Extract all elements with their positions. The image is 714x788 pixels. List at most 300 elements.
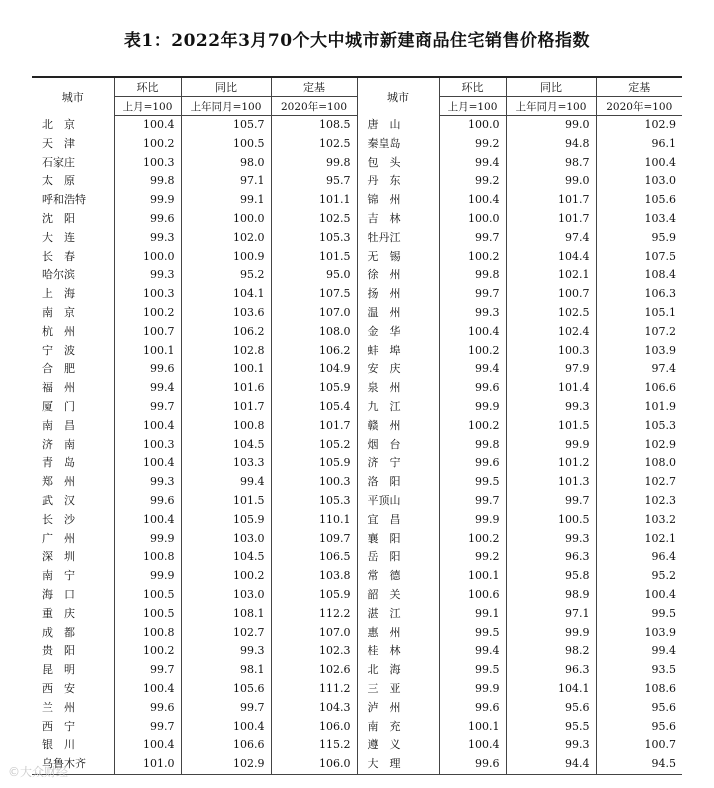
header-fixed-right: 定基 [596, 77, 682, 97]
mom-value-cell: 100.4 [114, 417, 181, 436]
yoy-value-cell: 99.0 [506, 172, 596, 191]
table-row [32, 436, 682, 455]
fixed-value-cell: 105.4 [271, 398, 357, 417]
header-mom-left: 环比 [114, 77, 181, 97]
mom-value-cell: 99.3 [114, 473, 181, 492]
table-row [32, 116, 682, 135]
fixed-value-cell: 104.9 [271, 360, 357, 379]
mom-value-cell: 99.7 [114, 661, 181, 680]
yoy-value-cell: 106.6 [181, 736, 271, 755]
city-name-cell: 南 宁 [42, 569, 75, 583]
city-name-cell: 南 京 [42, 305, 75, 319]
city-name-cell: 海 口 [42, 587, 75, 601]
header-fixed-base-right: 2020年=100 [596, 97, 682, 116]
yoy-value-cell: 95.5 [506, 718, 596, 737]
fixed-value-cell: 102.5 [271, 135, 357, 154]
fixed-value-cell: 96.1 [596, 135, 682, 154]
yoy-value-cell: 106.2 [181, 323, 271, 342]
city-name-cell: 济 南 [42, 437, 75, 451]
city-name-cell: 无 锡 [357, 248, 439, 267]
fixed-value-cell: 103.9 [596, 342, 682, 361]
mom-value-cell: 99.7 [439, 229, 506, 248]
city-name-cell: 锦 州 [357, 191, 439, 210]
city-name-cell: 长 春 [42, 249, 75, 263]
city-name-cell: 西 安 [42, 681, 75, 695]
mom-value-cell: 99.6 [439, 454, 506, 473]
table-row [32, 135, 682, 154]
table-row [32, 699, 682, 718]
mom-value-cell: 100.4 [114, 116, 181, 135]
yoy-value-cell: 100.5 [506, 511, 596, 530]
fixed-value-cell: 102.9 [596, 436, 682, 455]
header-yoy-left: 同比 [181, 77, 271, 97]
yoy-value-cell: 104.1 [181, 285, 271, 304]
table-row [32, 398, 682, 417]
fixed-value-cell: 104.3 [271, 699, 357, 718]
fixed-value-cell: 105.6 [596, 191, 682, 210]
city-name-cell: 郑 州 [42, 475, 75, 489]
city-name-cell: 丹 东 [357, 172, 439, 191]
yoy-value-cell: 101.7 [506, 210, 596, 229]
yoy-value-cell: 99.0 [506, 116, 596, 135]
table-row [32, 661, 682, 680]
mom-value-cell: 100.2 [439, 417, 506, 436]
table-row [32, 586, 682, 605]
mom-value-cell: 99.4 [439, 360, 506, 379]
fixed-value-cell: 106.5 [271, 548, 357, 567]
fixed-value-cell: 95.6 [596, 699, 682, 718]
table-row [32, 492, 682, 511]
mom-value-cell: 99.7 [114, 718, 181, 737]
mom-value-cell: 100.0 [439, 210, 506, 229]
mom-value-cell: 99.4 [439, 154, 506, 173]
fixed-value-cell: 102.3 [596, 492, 682, 511]
mom-value-cell: 99.8 [114, 172, 181, 191]
mom-value-cell: 100.4 [439, 736, 506, 755]
yoy-value-cell: 94.4 [506, 755, 596, 774]
yoy-value-cell: 101.3 [506, 473, 596, 492]
yoy-value-cell: 95.6 [506, 699, 596, 718]
fixed-value-cell: 106.6 [596, 379, 682, 398]
fixed-value-cell: 103.2 [596, 511, 682, 530]
city-name-cell: 兰 州 [42, 700, 75, 714]
city-name-cell: 襄 阳 [357, 530, 439, 549]
city-name-cell: 安 庆 [357, 360, 439, 379]
city-name-cell: 天 津 [42, 136, 75, 150]
city-name-cell: 常 德 [357, 567, 439, 586]
yoy-value-cell: 99.7 [506, 492, 596, 511]
fixed-value-cell: 100.4 [596, 586, 682, 605]
city-name-cell: 乌鲁木齐 [32, 755, 114, 774]
yoy-value-cell: 105.9 [181, 511, 271, 530]
mom-value-cell: 100.8 [114, 548, 181, 567]
mom-value-cell: 99.9 [439, 398, 506, 417]
fixed-value-cell: 106.0 [271, 718, 357, 737]
table-row [32, 718, 682, 737]
mom-value-cell: 99.9 [439, 511, 506, 530]
city-name-cell: 温 州 [357, 304, 439, 323]
yoy-value-cell: 100.4 [181, 718, 271, 737]
fixed-value-cell: 115.2 [271, 736, 357, 755]
mom-value-cell: 100.2 [439, 530, 506, 549]
mom-value-cell: 101.0 [114, 755, 181, 774]
yoy-value-cell: 97.1 [181, 172, 271, 191]
table-row [32, 624, 682, 643]
yoy-value-cell: 100.0 [181, 210, 271, 229]
mom-value-cell: 99.5 [439, 473, 506, 492]
fixed-value-cell: 107.5 [271, 285, 357, 304]
table-row [32, 454, 682, 473]
city-name-cell: 烟 台 [357, 436, 439, 455]
header-city-right: 城市 [357, 77, 439, 116]
yoy-value-cell: 103.0 [181, 530, 271, 549]
yoy-value-cell: 104.5 [181, 436, 271, 455]
yoy-value-cell: 104.4 [506, 248, 596, 267]
city-name-cell: 湛 江 [357, 605, 439, 624]
mom-value-cell: 99.9 [114, 191, 181, 210]
mom-value-cell: 99.9 [114, 530, 181, 549]
yoy-value-cell: 96.3 [506, 661, 596, 680]
fixed-value-cell: 101.5 [271, 248, 357, 267]
yoy-value-cell: 102.1 [506, 266, 596, 285]
yoy-value-cell: 102.9 [181, 755, 271, 774]
city-name-cell: 吉 林 [357, 210, 439, 229]
yoy-value-cell: 101.2 [506, 454, 596, 473]
table-row [32, 304, 682, 323]
yoy-value-cell: 97.4 [506, 229, 596, 248]
mom-value-cell: 99.6 [439, 379, 506, 398]
yoy-value-cell: 98.1 [181, 661, 271, 680]
fixed-value-cell: 107.0 [271, 624, 357, 643]
yoy-value-cell: 97.1 [506, 605, 596, 624]
table-row [32, 172, 682, 191]
fixed-value-cell: 103.9 [596, 624, 682, 643]
mom-value-cell: 100.1 [439, 567, 506, 586]
mom-value-cell: 99.6 [114, 699, 181, 718]
yoy-value-cell: 95.8 [506, 567, 596, 586]
mom-value-cell: 99.1 [439, 605, 506, 624]
yoy-value-cell: 99.4 [181, 473, 271, 492]
yoy-value-cell: 103.6 [181, 304, 271, 323]
table-row [32, 605, 682, 624]
fixed-value-cell: 100.3 [271, 473, 357, 492]
mom-value-cell: 100.4 [439, 323, 506, 342]
yoy-value-cell: 99.7 [181, 699, 271, 718]
watermark: ©大众财经 [8, 765, 69, 779]
city-name-cell: 大 理 [357, 755, 439, 774]
price-index-table [32, 76, 682, 775]
header-fixed-base-left: 2020年=100 [271, 97, 357, 116]
page-title: 表1：2022年3月70个大中城市新建商品住宅销售价格指数 [123, 31, 591, 51]
fixed-value-cell: 95.0 [271, 266, 357, 285]
table-row [32, 191, 682, 210]
yoy-value-cell: 99.3 [506, 736, 596, 755]
yoy-value-cell: 96.3 [506, 548, 596, 567]
table-row [32, 342, 682, 361]
city-name-cell: 北 海 [357, 661, 439, 680]
table-row [32, 642, 682, 661]
fixed-value-cell: 99.4 [596, 642, 682, 661]
fixed-value-cell: 100.7 [596, 736, 682, 755]
city-name-cell: 上 海 [42, 287, 75, 301]
city-name-cell: 金 华 [357, 323, 439, 342]
mom-value-cell: 99.5 [439, 661, 506, 680]
city-name-cell: 银 川 [42, 738, 75, 752]
yoy-value-cell: 100.1 [181, 360, 271, 379]
yoy-value-cell: 102.4 [506, 323, 596, 342]
mom-value-cell: 99.8 [439, 266, 506, 285]
mom-value-cell: 99.7 [439, 492, 506, 511]
mom-value-cell: 100.2 [439, 248, 506, 267]
fixed-value-cell: 108.6 [596, 680, 682, 699]
mom-value-cell: 100.0 [439, 116, 506, 135]
mom-value-cell: 99.6 [114, 210, 181, 229]
table-row [32, 417, 682, 436]
fixed-value-cell: 105.9 [271, 586, 357, 605]
fixed-value-cell: 96.4 [596, 548, 682, 567]
yoy-value-cell: 100.8 [181, 417, 271, 436]
city-name-cell: 成 都 [42, 625, 75, 639]
yoy-value-cell: 98.9 [506, 586, 596, 605]
mom-value-cell: 100.5 [114, 586, 181, 605]
mom-value-cell: 99.2 [439, 172, 506, 191]
header-fixed-left: 定基 [271, 77, 357, 97]
yoy-value-cell: 103.3 [181, 454, 271, 473]
city-name-cell: 岳 阳 [357, 548, 439, 567]
city-name-cell: 宜 昌 [357, 511, 439, 530]
yoy-value-cell: 101.7 [506, 191, 596, 210]
mom-value-cell: 100.4 [114, 680, 181, 699]
city-name-cell: 南 充 [357, 718, 439, 737]
fixed-value-cell: 105.9 [271, 454, 357, 473]
fixed-value-cell: 107.5 [596, 248, 682, 267]
mom-value-cell: 100.4 [114, 736, 181, 755]
mom-value-cell: 99.7 [114, 398, 181, 417]
mom-value-cell: 99.6 [114, 360, 181, 379]
city-name-cell: 三 亚 [357, 680, 439, 699]
fixed-value-cell: 107.0 [271, 304, 357, 323]
fixed-value-cell: 108.0 [596, 454, 682, 473]
table-row [32, 360, 682, 379]
city-name-cell: 洛 阳 [357, 473, 439, 492]
table-row [32, 530, 682, 549]
city-name-cell: 北 京 [42, 117, 75, 131]
city-name-cell: 广 州 [42, 531, 75, 545]
yoy-value-cell: 100.2 [181, 567, 271, 586]
city-name-cell: 青 岛 [42, 456, 75, 470]
mom-value-cell: 100.1 [439, 718, 506, 737]
yoy-value-cell: 100.7 [506, 285, 596, 304]
city-name-cell: 蚌 埠 [357, 342, 439, 361]
yoy-value-cell: 102.0 [181, 229, 271, 248]
city-name-cell: 秦皇岛 [357, 135, 439, 154]
city-name-cell: 赣 州 [357, 417, 439, 436]
mom-value-cell: 100.2 [114, 135, 181, 154]
city-name-cell: 南 昌 [42, 418, 75, 432]
city-name-cell: 深 圳 [42, 550, 75, 564]
yoy-value-cell: 98.0 [181, 154, 271, 173]
header-yoy-right: 同比 [506, 77, 596, 97]
city-name-cell: 泉 州 [357, 379, 439, 398]
city-name-cell: 桂 林 [357, 642, 439, 661]
city-name-cell: 济 宁 [357, 454, 439, 473]
mom-value-cell: 99.5 [439, 624, 506, 643]
table-row [32, 473, 682, 492]
fixed-value-cell: 105.9 [271, 379, 357, 398]
mom-value-cell: 99.4 [439, 642, 506, 661]
yoy-value-cell: 101.4 [506, 379, 596, 398]
city-name-cell: 泸 州 [357, 699, 439, 718]
city-name-cell: 昆 明 [42, 663, 75, 677]
table-row [32, 736, 682, 755]
yoy-value-cell: 108.1 [181, 605, 271, 624]
mom-value-cell: 99.6 [439, 755, 506, 774]
yoy-value-cell: 102.7 [181, 624, 271, 643]
fixed-value-cell: 108.0 [271, 323, 357, 342]
fixed-value-cell: 102.5 [271, 210, 357, 229]
table-row [32, 229, 682, 248]
fixed-value-cell: 109.7 [271, 530, 357, 549]
yoy-value-cell: 101.7 [181, 398, 271, 417]
fixed-value-cell: 101.1 [271, 191, 357, 210]
city-name-cell: 呼和浩特 [42, 193, 86, 207]
yoy-value-cell: 105.7 [181, 116, 271, 135]
yoy-value-cell: 101.5 [181, 492, 271, 511]
mom-value-cell: 100.4 [439, 191, 506, 210]
fixed-value-cell: 103.8 [271, 567, 357, 586]
city-name-cell: 石家庄 [42, 155, 75, 169]
yoy-value-cell: 104.5 [181, 548, 271, 567]
city-name-cell: 扬 州 [357, 285, 439, 304]
fixed-value-cell: 107.2 [596, 323, 682, 342]
mom-value-cell: 100.6 [439, 586, 506, 605]
mom-value-cell: 99.8 [439, 436, 506, 455]
mom-value-cell: 100.1 [114, 342, 181, 361]
city-name-cell: 长 沙 [42, 512, 75, 526]
city-name-cell: 厦 门 [42, 399, 75, 413]
mom-value-cell: 100.4 [114, 511, 181, 530]
table-row [32, 567, 682, 586]
fixed-value-cell: 112.2 [271, 605, 357, 624]
yoy-value-cell: 100.9 [181, 248, 271, 267]
yoy-value-cell: 99.9 [506, 624, 596, 643]
mom-value-cell: 100.2 [439, 342, 506, 361]
fixed-value-cell: 95.2 [596, 567, 682, 586]
city-name-cell: 福 州 [42, 381, 75, 395]
mom-value-cell: 100.2 [114, 304, 181, 323]
city-name-cell: 牡丹江 [357, 229, 439, 248]
fixed-value-cell: 105.3 [271, 229, 357, 248]
table-row [32, 755, 682, 774]
fixed-value-cell: 99.8 [271, 154, 357, 173]
mom-value-cell: 100.0 [114, 248, 181, 267]
fixed-value-cell: 110.1 [271, 511, 357, 530]
mom-value-cell: 99.3 [114, 229, 181, 248]
mom-value-cell: 100.2 [114, 642, 181, 661]
city-name-cell: 遵 义 [357, 736, 439, 755]
mom-value-cell: 99.6 [439, 699, 506, 718]
table-row [32, 154, 682, 173]
fixed-value-cell: 105.3 [271, 492, 357, 511]
yoy-value-cell: 102.5 [506, 304, 596, 323]
mom-value-cell: 100.3 [114, 154, 181, 173]
fixed-value-cell: 106.3 [596, 285, 682, 304]
mom-value-cell: 100.8 [114, 624, 181, 643]
mom-value-cell: 100.3 [114, 436, 181, 455]
yoy-value-cell: 98.7 [506, 154, 596, 173]
fixed-value-cell: 105.3 [596, 417, 682, 436]
fixed-value-cell: 97.4 [596, 360, 682, 379]
city-name-cell: 太 原 [42, 174, 75, 188]
mom-value-cell: 99.2 [439, 135, 506, 154]
table-row [32, 285, 682, 304]
mom-value-cell: 100.3 [114, 285, 181, 304]
fixed-value-cell: 103.4 [596, 210, 682, 229]
yoy-value-cell: 105.6 [181, 680, 271, 699]
fixed-value-cell: 108.5 [271, 116, 357, 135]
city-name-cell: 武 汉 [42, 493, 75, 507]
fixed-value-cell: 95.7 [271, 172, 357, 191]
city-name-cell: 唐 山 [357, 116, 439, 135]
table-row [32, 210, 682, 229]
city-name-cell: 九 江 [357, 398, 439, 417]
fixed-value-cell: 108.4 [596, 266, 682, 285]
fixed-value-cell: 111.2 [271, 680, 357, 699]
mom-value-cell: 99.3 [114, 266, 181, 285]
fixed-value-cell: 106.0 [271, 755, 357, 774]
yoy-value-cell: 104.1 [506, 680, 596, 699]
header-mom-right: 环比 [439, 77, 506, 97]
city-name-cell: 西 宁 [42, 719, 75, 733]
table-row [32, 323, 682, 342]
city-name-cell: 贵 阳 [42, 644, 75, 658]
yoy-value-cell: 97.9 [506, 360, 596, 379]
header-mom-base-right: 上月=100 [439, 97, 506, 116]
yoy-value-cell: 94.8 [506, 135, 596, 154]
fixed-value-cell: 102.6 [271, 661, 357, 680]
city-name-cell: 重 庆 [42, 606, 75, 620]
yoy-value-cell: 101.5 [506, 417, 596, 436]
yoy-value-cell: 99.9 [506, 436, 596, 455]
yoy-value-cell: 103.0 [181, 586, 271, 605]
mom-value-cell: 99.2 [439, 548, 506, 567]
fixed-value-cell: 94.5 [596, 755, 682, 774]
table-row [32, 548, 682, 567]
yoy-value-cell: 102.8 [181, 342, 271, 361]
fixed-value-cell: 105.2 [271, 436, 357, 455]
fixed-value-cell: 102.3 [271, 642, 357, 661]
city-name-cell: 惠 州 [357, 624, 439, 643]
yoy-value-cell: 99.3 [506, 530, 596, 549]
city-name-cell: 包 头 [357, 154, 439, 173]
table-row [32, 266, 682, 285]
yoy-value-cell: 100.3 [506, 342, 596, 361]
table-row [32, 511, 682, 530]
city-name-cell: 韶 关 [357, 586, 439, 605]
city-name-cell: 合 肥 [42, 362, 75, 376]
city-name-cell: 平顶山 [357, 492, 439, 511]
mom-value-cell: 99.9 [439, 680, 506, 699]
header-yoy-base-right: 上年同月=100 [506, 97, 596, 116]
fixed-value-cell: 102.7 [596, 473, 682, 492]
fixed-value-cell: 102.1 [596, 530, 682, 549]
table-row [32, 248, 682, 267]
city-name-cell: 宁 波 [42, 343, 75, 357]
yoy-value-cell: 101.6 [181, 379, 271, 398]
header-yoy-base-left: 上年同月=100 [181, 97, 271, 116]
city-name-cell: 杭 州 [42, 324, 75, 338]
fixed-value-cell: 103.0 [596, 172, 682, 191]
